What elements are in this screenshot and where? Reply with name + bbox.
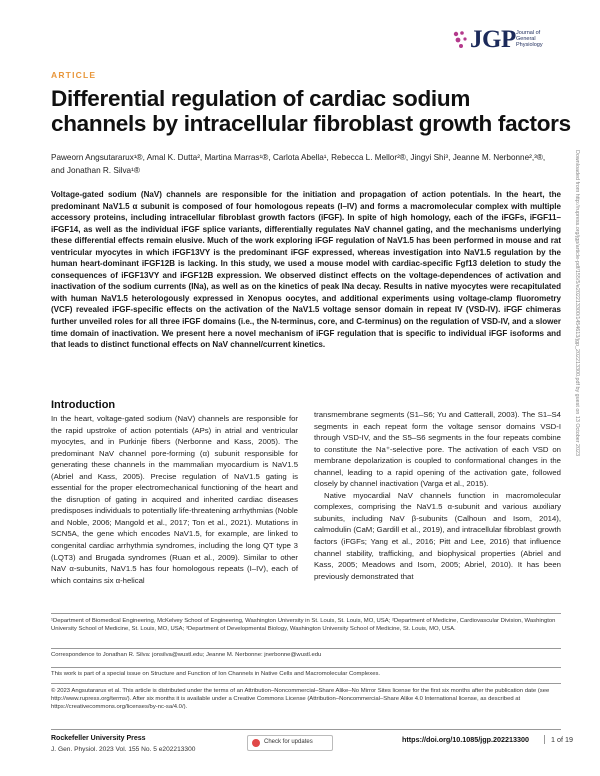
body-column-right: [314, 409, 561, 582]
paragraph: Native myocardial NaV channels function in macromolecular complexes, comprising the NaV1.5 α-subunit and various auxiliary subunits, including NaV β-subunits (Calhoun and Isom, 2014), calmodulin (CaM; Gardill et al., 2019), and intracellular fibroblast growth factors (iFGFs; Yang et al., 2016; Pitt and Lee, 2016) that influence channel stability, trafficking, and biophysical properties (Abriel and Kass, 2005; Meadows and Isom, 2005; Abriel, 2010). It has been previously demonstrated that: [314, 490, 561, 581]
citation: J. Gen. Physiol. 2023 Vol. 155 No. 5 e202213300: [51, 746, 196, 753]
divider: [51, 648, 561, 649]
correspondence: Correspondence to Jonathan R. Silva: jonsilva@wustl.edu; Jeanne M. Nerbonne: jnerbonne@wustl.edu: [51, 652, 322, 658]
publisher: Rockefeller University Press: [51, 735, 146, 742]
logo-text: JGP: [470, 26, 516, 53]
section-heading: Introduction: [51, 399, 116, 411]
check-updates-button[interactable]: [247, 735, 333, 751]
article-type: ARTICLE: [51, 70, 97, 80]
doi-link[interactable]: https://doi.org/10.1085/jgp.202213300: [402, 735, 530, 744]
divider: [51, 729, 561, 730]
logo-dots-icon: [452, 30, 470, 52]
body-column-left: [51, 413, 298, 586]
download-sidebar: [568, 150, 582, 580]
affiliations: ¹Department of Biomedical Engineering, McKelvey School of Engineering, Washington University in St. Louis, St. Louis, MO, USA; ²Department of Medicine, Cardiovascular Division, Washington University School of Medicine, St. Louis, MO, USA; ³Department of Developmental Biology, Washington University School of Medicine, St. Louis, MO, USA.: [51, 618, 556, 633]
journal-logo: [452, 26, 562, 56]
download-note: Downloaded from http://rupress.org/jgp/article-pdf/155/5/e202213300/1454613/jgp_202213300.pdf by guest on 13 October 2023: [574, 150, 580, 456]
journal-name: Journal of General Physiology: [516, 30, 543, 48]
check-updates-label: Check for updates: [264, 739, 313, 745]
page-number: 1 of 19: [544, 735, 573, 744]
check-updates-icon: [252, 739, 260, 747]
paragraph: transmembrane segments (S1–S6; Yu and Catterall, 2003). The S1–S4 segments in each repeat form the voltage sensor domains VSD-I through VSD-IV, and the S5–S6 segments in the four repeats combine to constitute the Na⁺-selective pore. The activation of each VSD on membrane depolarization is coupled to conformational changes in the channel, leading to a rapid opening of the activation gate, followed closely by channel inactivation (Varga et al., 2015).: [314, 410, 561, 489]
abstract: Voltage-gated sodium (NaV) channels are responsible for the initiation and propagation of action potentials. In the heart, the predominant NaV1.5 α subunit is composed of four homologous repeats (I–IV) and forms a macromolecular complex with multiple accessory proteins, including intracellular fibroblast growth factors (iFGF). In spite of high homology, each of the iFGFs, iFGF11–iFGF14, as well as the individual iFGF splice variants, differentially regulates NaV channel gating, and the mechanisms underlying these differential effects remain elusive. Much of the work exploring iFGF regulation of NaV1.5 has been performed in mouse and rat ventricular myocytes in which iFGF13VY is the predominant iFGF expressed, whereas investigation into NaV1.5 regulation by the human heart-dominant iFGF12B is lacking. In this study, we used a mouse model with cardiac-specific Fgf13 deletion to study the consequences of iFGF13VY and iFGF12B expression. We observed distinct effects on the voltage-dependences of activation and inactivation of the sodium currents (INa), as well as on the kinetics of peak INa decay. Results in native myocytes were recapitulated with human NaV1.5 heterologously expressed in Xenopus oocytes, and additional experiments using voltage-clamp fluorometry (VCF) revealed iFGF-specific effects on the activation of the NaV1.5 voltage sensor domain in repeat IV (VSD-IV). iFGF chimeras further unveiled roles for all three iFGF domains (i.e., the N-terminus, core, and C-terminus) on the regulation of VSD-IV, and a slower time domain of inactivation. We present here a novel mechanism of iFGF regulation that is specific to individual iFGF isoforms and that leads to distinct functional effects on NaV channel/current kinetics.: [51, 190, 561, 350]
copyright: © 2023 Angsutararux et al. This article is distributed under the terms of an Attribution–Noncommercial–Share Alike–No Mirror Sites license for the first six months after the publication date (see http://www.rupress.org/terms/). After six months it is available under a Creative Commons License (Attribution–Noncommercial–Share Alike 4.0 International license, as described at https://creativecommons.org/licenses/by-nc-sa/4.0/).: [51, 688, 550, 711]
special-issue-note: This work is part of a special issue on Structure and Function of Ion Channels in Native Cells and Macromolecular Complexes.: [51, 671, 381, 677]
divider: [51, 667, 561, 668]
author-list: Paweorn Angsutararux¹®, Amal K. Dutta², Martina Marras¹®, Carlota Abella¹, Rebecca L. Mellor²®, Jingyi Shi³, Jeanne M. Nerbonne²,³®, and Jonathan R. Silva¹®: [51, 153, 546, 175]
divider: [51, 613, 561, 614]
paragraph: In the heart, voltage-gated sodium (NaV) channels are responsible for the rapid upstroke of action potentials (APs) in atrial and ventricular myocytes, and in Purkinje fibers (Nerbonne and Kass, 2005). The predominant NaV channel pore-forming (α) subunit responsible for generating these channels in the mammalian myocardium is NaV1.5 (Abriel and Kass, 2005). Precise regulation of NaV1.5 gating is essential for the proper electromechanical functioning of the heart and the disruption of gating in acquired and inherited cardiac diseases predisposes individuals to potentially life-threatening arrhythmias (Noble and Noble, 2006; Mangold et al., 2017; Ton et al., 2021). Mutations in SCN5A, the gene which encodes NaV1.5, for example, are linked to congenital cardiac arrhythmia syndromes, including the long QT type 3 (LQT3) and Brugada syndromes (Ruan et al., 2009). Similar to other NaV α-subunits, NaV1.5 has four homologous repeats (I–IV), each of which contains six α-helical: [51, 414, 298, 585]
divider: [51, 683, 561, 684]
article-title: Differential regulation of cardiac sodium channels by intracellular fibroblast growth factors: [51, 86, 571, 136]
